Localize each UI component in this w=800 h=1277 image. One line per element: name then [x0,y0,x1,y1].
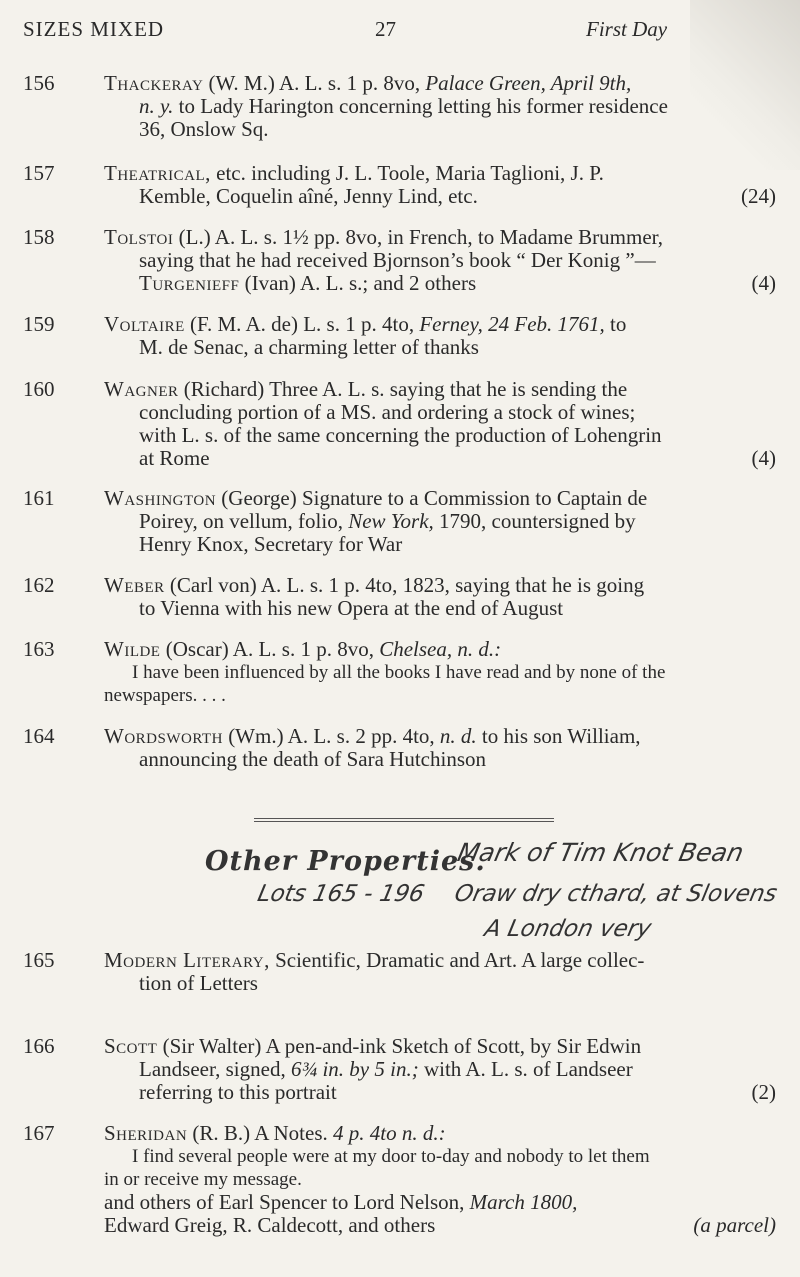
lot-text [104,313,776,359]
lot-line: with L. s. of the same concerning the production of Lohengrin [139,423,662,447]
lot-line: M. de Senac, a charming letter of thanks [139,335,479,359]
lot-line: with A. L. s. of Landseer [423,1057,633,1081]
lot-number: 166 [23,1034,55,1058]
lot-line: (Sir Walter) A pen-and-ink Sketch of Scott, by Sir Edwin [162,1034,642,1058]
lot-author: Wilde [104,637,161,661]
lot-text [104,574,776,620]
header-left: SIZES MIXED [23,17,165,41]
lot-text [104,1122,776,1237]
lot-quantity: (a parcel) [693,1213,776,1237]
lot-author: Wagner [104,377,179,401]
lot-author: Weber [104,573,165,597]
lot-line: to Lady Harington concerning letting his former residence [178,94,668,118]
lot-line: (Richard) Three A. L. s. saying that he is sending the [183,377,628,401]
lot-text [104,226,776,295]
lot-line: (George) Signature to a Commission to Captain de [221,486,648,510]
lot-line: tion of Letters [139,971,258,995]
header-right: First Day [586,17,668,41]
lot-line: Henry Knox, Secretary for War [139,532,403,556]
lot-line: (Wm.) A. L. s. 2 pp. 4to, [228,724,435,748]
lot-text [104,487,776,556]
lot-line: (F. M. A. de) L. s. 1 p. 4to, [190,312,415,336]
divider [254,818,554,819]
lot-line: announcing the death of Sara Hutchinson [139,747,486,771]
lot-text [104,1035,776,1104]
lot-number: 165 [23,948,55,972]
lot-line-italic: 6¾ in. by 5 in.; [290,1057,419,1081]
lot-number: 164 [23,724,55,748]
lot-author: Theatrical, [104,161,211,185]
lot-line: (Carl von) A. L. s. 1 p. 4to, 1823, saying that he is going [169,573,645,597]
lot-author: Modern Literary, [104,948,270,972]
lot-quote: I find several people were at my door to-day and nobody to let them [132,1146,650,1167]
lot-author: Sheridan [104,1121,188,1145]
lot-line-italic: March 1800, [469,1190,578,1214]
lot-author: Thackeray [104,71,204,95]
lot-line-italic: n. d. [439,724,477,748]
lot-line: to his son William, [481,724,641,748]
lot-line: Edward Greig, R. Caldecott, and others [104,1213,436,1237]
lot-quote: I have been influenced by all the books I have read and by none of the [132,662,666,683]
lot-line: referring to this portrait [139,1080,337,1104]
lot-line: to Vienna with his new Opera at the end of August [139,596,564,620]
lot-line-italic: Ferney, 24 Feb. 1761, [419,312,605,336]
lot-line: to [610,312,627,336]
lot-line: Landseer, signed, [139,1057,286,1081]
lot-line: Kemble, Coquelin aîné, Jenny Lind, etc. [139,184,478,208]
lot-number: 157 [23,161,55,185]
lot-author: Scott [104,1034,158,1058]
lot-line-italic: n. y. [139,94,174,118]
lot-line: (Ivan) A. L. s.; and 2 others [244,271,477,295]
lot-line-italic: Palace Green, April 9th, [425,71,632,95]
lot-quote: in or receive my message. [104,1169,302,1190]
page-header [0,17,800,47]
lot-author: Wordsworth [104,724,223,748]
lot-line: (W. M.) A. L. s. 1 p. 8vo, [208,71,421,95]
lot-line-italic: Chelsea, n. d.: [379,637,502,661]
lot-line-italic: 4 p. 4to n. d.: [333,1121,446,1145]
handwritten-note-line2: Oraw dry cthard, at Slovens [452,881,780,907]
lot-text [104,72,776,141]
lot-author: Voltaire [104,312,185,336]
lot-line: etc. including J. L. Toole, Maria Taglioni, J. P. [216,161,604,185]
lot-quantity: (4) [751,446,776,470]
lot-text [104,638,776,707]
lot-number: 160 [23,377,55,401]
lot-number: 158 [23,225,55,249]
lot-line: saying that he had received Bjornson’s book “ Der Konig ”— [139,248,656,272]
lot-line: Scientific, Dramatic and Art. A large collec- [275,948,645,972]
lot-author: Turgenieff [139,271,240,295]
lot-line: at Rome [139,446,210,470]
lot-author: Tolstoi [104,225,174,249]
lot-line: 1790, countersigned by [439,509,636,533]
lot-number: 162 [23,573,55,597]
lot-quantity: (24) [741,184,776,208]
lot-line: 36, Onslow Sq. [139,117,269,141]
lot-number: 163 [23,637,55,661]
lot-number: 161 [23,486,55,510]
lot-author: Washington [104,486,217,510]
lot-text [104,725,776,771]
lot-quote: newspapers. . . . [104,685,226,706]
lot-quantity: (4) [751,271,776,295]
lot-text [104,949,776,995]
lot-number: 159 [23,312,55,336]
lot-line: and others of Earl Spencer to Lord Nelson, [104,1190,465,1214]
divider [254,821,554,822]
lot-line: (R. B.) A Notes. [192,1121,328,1145]
lot-line: (Oscar) A. L. s. 1 p. 8vo, [165,637,374,661]
lot-line-italic: New York, [348,509,434,533]
lot-number: 156 [23,71,55,95]
lot-line: concluding portion of a MS. and ordering a stock of wines; [139,400,636,424]
lot-quantity: (2) [751,1080,776,1104]
handwritten-note-line1: Mark of Tim Knot Bean [454,838,747,867]
page-number: 27 [375,17,396,41]
section-title: Other Properties. [205,846,486,877]
lot-text [104,378,776,470]
handwritten-note-line3: A London very [482,916,654,942]
lot-text [104,162,776,208]
lot-line: Poirey, on vellum, folio, [139,509,343,533]
handwritten-note-lots: Lots 165 - 196 [255,881,427,907]
lot-line: (L.) A. L. s. 1½ pp. 8vo, in French, to Madame Brummer, [178,225,664,249]
lot-number: 167 [23,1121,55,1145]
